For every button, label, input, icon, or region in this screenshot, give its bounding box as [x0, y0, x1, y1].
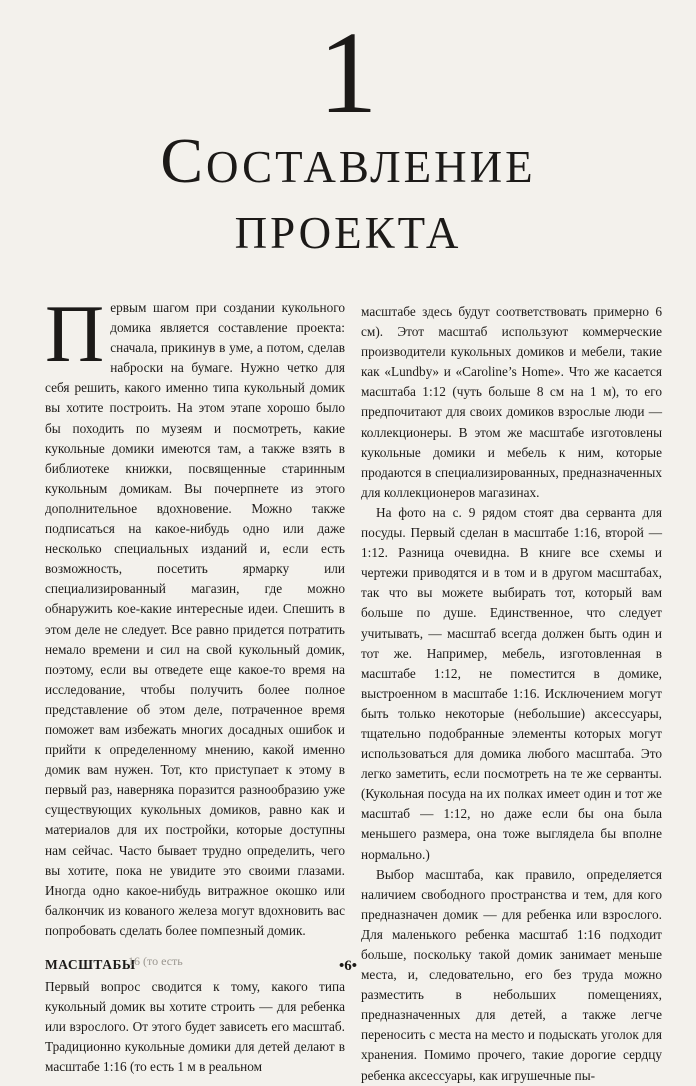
section-heading-scales: МАСШТАБЫ — [45, 957, 136, 972]
right-paragraph-2: На фото на с. 9 рядом стоят два серванта для посуды. Первый сделан в масштабе 1:16, второй — 1:12. Разница очевидна. В книге все схемы и чертежи приводятся и в том и в другом масштабах, так что вы можете выбирать тот, который вам больше по душе. Единственное, что следует учитывать, — масштаб всегда должен быть один и тот же. Например, мебель, изготовленная в масштабе 1:12, не поместится в домике, выстроенном в масштабе 1:16. Исключением могут быть только некоторые (небольшие) аксессуары, тщательно подобранные элементы которых могут использоваться для домика любого масштаба. Это легко заметить, если посмотреть на те же серванты. (Кукольная посуда на их полках имеет один и тот же масштаб — 1:12, но даже если бы она была меньшего размера, она тоже выглядела бы вполне нормально.) — [361, 504, 662, 862]
bleed-through-text: 16 (то есть — [128, 954, 183, 968]
right-paragraph-1: масштабе здесь будут соответствовать примерно 6 см). Этот масштаб используют коммерческие производители кукольных домиков и мебели, такие как «Lundby» и «Caroline’s Home». Что же касается масштаба 1:12 (чуть больше 8 см на 1 м), то его предпочитают для своих домиков взрослые люди — коллекционеры. В этом же масштабе изготовлены кукольные домики и мебель к ним, которые продаются в специализированных, предназначенных для коллекционеров магазинах. — [361, 304, 662, 500]
chapter-number: 1 — [318, 7, 378, 138]
chapter-title-line-2: проекта — [234, 191, 462, 262]
intro-paragraph-text: ервым шагом при создании кукольного домика является составление проекта: сначала, прикинув в уме, а потом, сделав наброски на бумаге. Нужно четко для себя решить, какого именно типа кукольный домик вы хотите построить. На этом этапе хорошо было бы походить по музеям и посмотреть, какие кукольные домики имеются там, а также взять в библиотеке книжки, посвященные старинным кукольным домикам. Вы почерпнете из этого дополнительное вдохновение. Можно также подписаться на какое-нибудь одно или даже несколько специальных изданий и, если есть возможность, посетить ярмарку или специализированный магазин, где можно обнаружить кое-какие интересные идеи. Спешить в этом деле не следует. Все равно придется потратить немало времени и сил на свой кукольный домик, поэтому, если вы отведете еще какое-то время на исследование, чтобы получить более полное представление об этом деле, потраченное время поможет вам избежать многих досадных ошибок и прийти к определенному мнению, какой именно домик вам нужен. Тот, кто приступает к этому в первый раз, наверняка поразится разнообразию уже существующих кукольных домиков, равно как и материалов для их постройки, которые доступны нам сейчас. Часто бывает трудно определить, чего вы хотите, пока не увидите это своими глазами. Иногда одно какое-нибудь витражное окошко или балкончик из кованого железа могут вдохновить вас попробовать сделать более помпезный домик. — [45, 300, 345, 938]
drop-cap: П — [45, 288, 105, 379]
chapter-title — [0, 125, 696, 262]
chapter-title-line-1: Составление — [160, 125, 536, 196]
intro-paragraph — [45, 288, 345, 941]
scales-paragraph: Первый вопрос сводится к тому, какого типа кукольный домик вы хотите строить — для ребенка или взрослого. От этого будет зависеть его масштаб. Традиционно кукольные домики для детей делают в масштабе 1:16 (то есть 1 м в реальном — [45, 979, 345, 1075]
right-paragraph-3: Выбор масштаба, как правило, определяется наличием свободного пространства и тем, для кого предназначен домик — для ребенка или взрослого. Для маленького ребенка масштаб 1:16 подходит больше, поскольку такой домик занимает меньше места, и, следовательно, его без труда можно разместить в небольших помещениях, предназначенных для детей, а также легче переносить с места на место и подыскать уголок для хранения. Помимо прочего, такие дорогие сердцу ребенка аксессуары, как игрушечные пы- — [361, 866, 662, 1083]
page-number: •6• — [338, 958, 357, 974]
